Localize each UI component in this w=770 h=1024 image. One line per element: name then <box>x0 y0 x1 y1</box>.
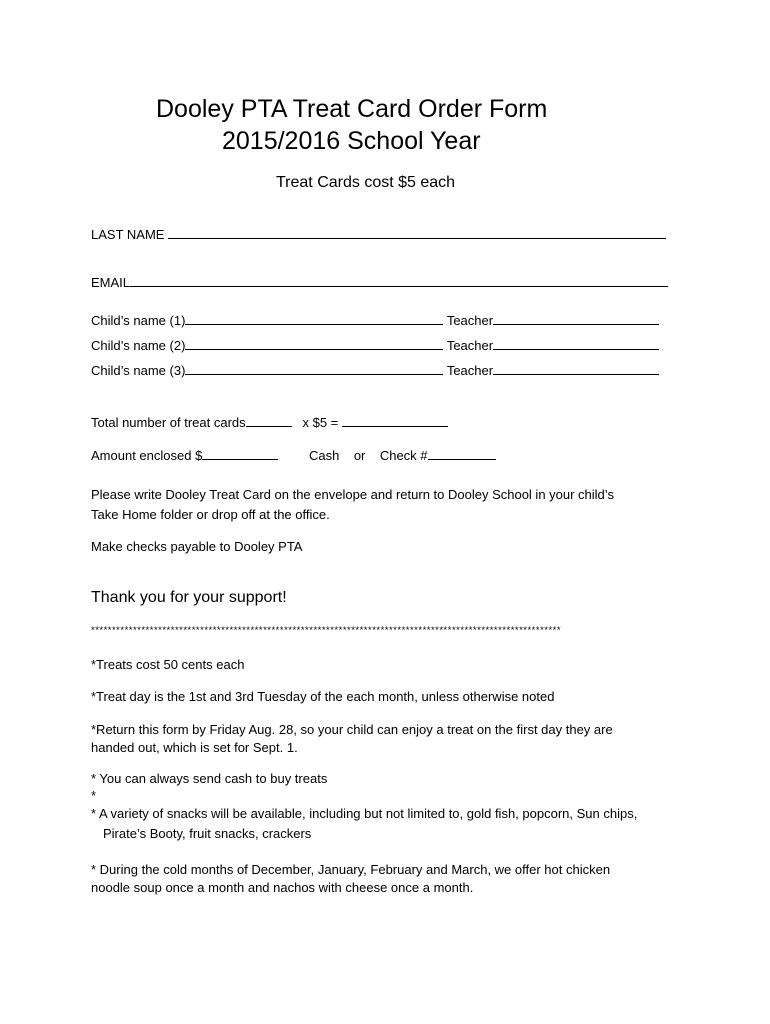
note-return-line-1: *Return this form by Friday Aug. 28, so your child can enjoy a treat on the first day they are <box>91 722 613 737</box>
teacher-field-2[interactable] <box>493 337 659 350</box>
note-cash: * You can always send cash to buy treats <box>91 771 328 786</box>
teacher-label-1: Teacher <box>446 313 494 328</box>
amount-enclosed-label: Amount enclosed $ <box>91 448 203 463</box>
amount-enclosed-row <box>91 447 278 465</box>
child-name-label-2: Child’s name (2) <box>91 338 186 353</box>
child-row-1 <box>91 312 659 330</box>
child-name-field-3[interactable] <box>185 362 443 375</box>
note-cold-line-2: noodle soup once a month and nachos with cheese once a month. <box>91 880 474 895</box>
child-name-label-3: Child’s name (3) <box>91 363 186 378</box>
last-name-label: LAST NAME <box>91 227 165 242</box>
check-label: Check # <box>379 448 428 463</box>
note-return-line-2: handed out, which is set for Sept. 1. <box>91 740 298 755</box>
instructions-line-2: Take Home folder or drop off at the office. <box>91 507 330 522</box>
instructions-paragraph <box>91 485 614 525</box>
email-field[interactable] <box>130 274 668 287</box>
teacher-label-3: Teacher <box>446 363 494 378</box>
child-name-field-2[interactable] <box>185 337 443 350</box>
check-number-field[interactable] <box>428 447 496 460</box>
teacher-field-1[interactable] <box>493 312 659 325</box>
payment-method-row <box>309 447 496 465</box>
last-name-row <box>91 226 666 244</box>
or-label: or <box>353 448 366 463</box>
page-title: Dooley PTA Treat Card Order Form <box>156 95 548 123</box>
note-return <box>91 721 613 757</box>
child-name-label-1: Child’s name (1) <box>91 313 186 328</box>
price-heading: Treat Cards cost $5 each <box>276 174 456 191</box>
thank-you-message: Thank you for your support! <box>91 589 287 606</box>
note-cold-line-1: * During the cold months of December, January, February and March, we offer hot chicken <box>91 862 611 877</box>
amount-enclosed-field[interactable] <box>202 447 278 460</box>
instructions-line-1: Please write Dooley Treat Card on the envelope and return to Dooley School in your child’s <box>91 487 614 502</box>
note-lone-star: * <box>91 788 97 803</box>
note-snacks <box>91 804 637 844</box>
child-row-2 <box>91 337 659 355</box>
total-cards-label: Total number of treat cards <box>91 415 246 430</box>
teacher-field-3[interactable] <box>493 362 659 375</box>
note-snacks-line-2: Pirate’s Booty, fruit snacks, crackers <box>103 826 312 841</box>
note-cold-months <box>91 861 610 897</box>
note-snacks-line-1: * A variety of snacks will be available, including but not limited to, gold fish, popcorn, Sun chips, <box>91 806 638 821</box>
total-cards-field[interactable] <box>246 414 292 427</box>
payable-note: Make checks payable to Dooley PTA <box>91 539 303 554</box>
child-name-field-1[interactable] <box>185 312 443 325</box>
page-subtitle-year: 2015/2016 School Year <box>222 127 481 155</box>
total-row <box>91 414 448 432</box>
total-amount-field[interactable] <box>342 414 448 427</box>
note-cost: *Treats cost 50 cents each <box>91 657 245 672</box>
teacher-label-2: Teacher <box>446 338 494 353</box>
multiply-label: x $5 = <box>302 415 339 430</box>
child-row-3 <box>91 362 659 380</box>
note-treat-day: *Treat day is the 1st and 3rd Tuesday of the each month, unless otherwise noted <box>91 689 555 704</box>
email-row <box>91 274 668 292</box>
last-name-field[interactable] <box>168 226 666 239</box>
star-divider: **************************************************************************************************************** <box>91 625 562 636</box>
cash-option[interactable]: Cash <box>309 448 340 463</box>
email-label: EMAIL <box>91 275 131 290</box>
